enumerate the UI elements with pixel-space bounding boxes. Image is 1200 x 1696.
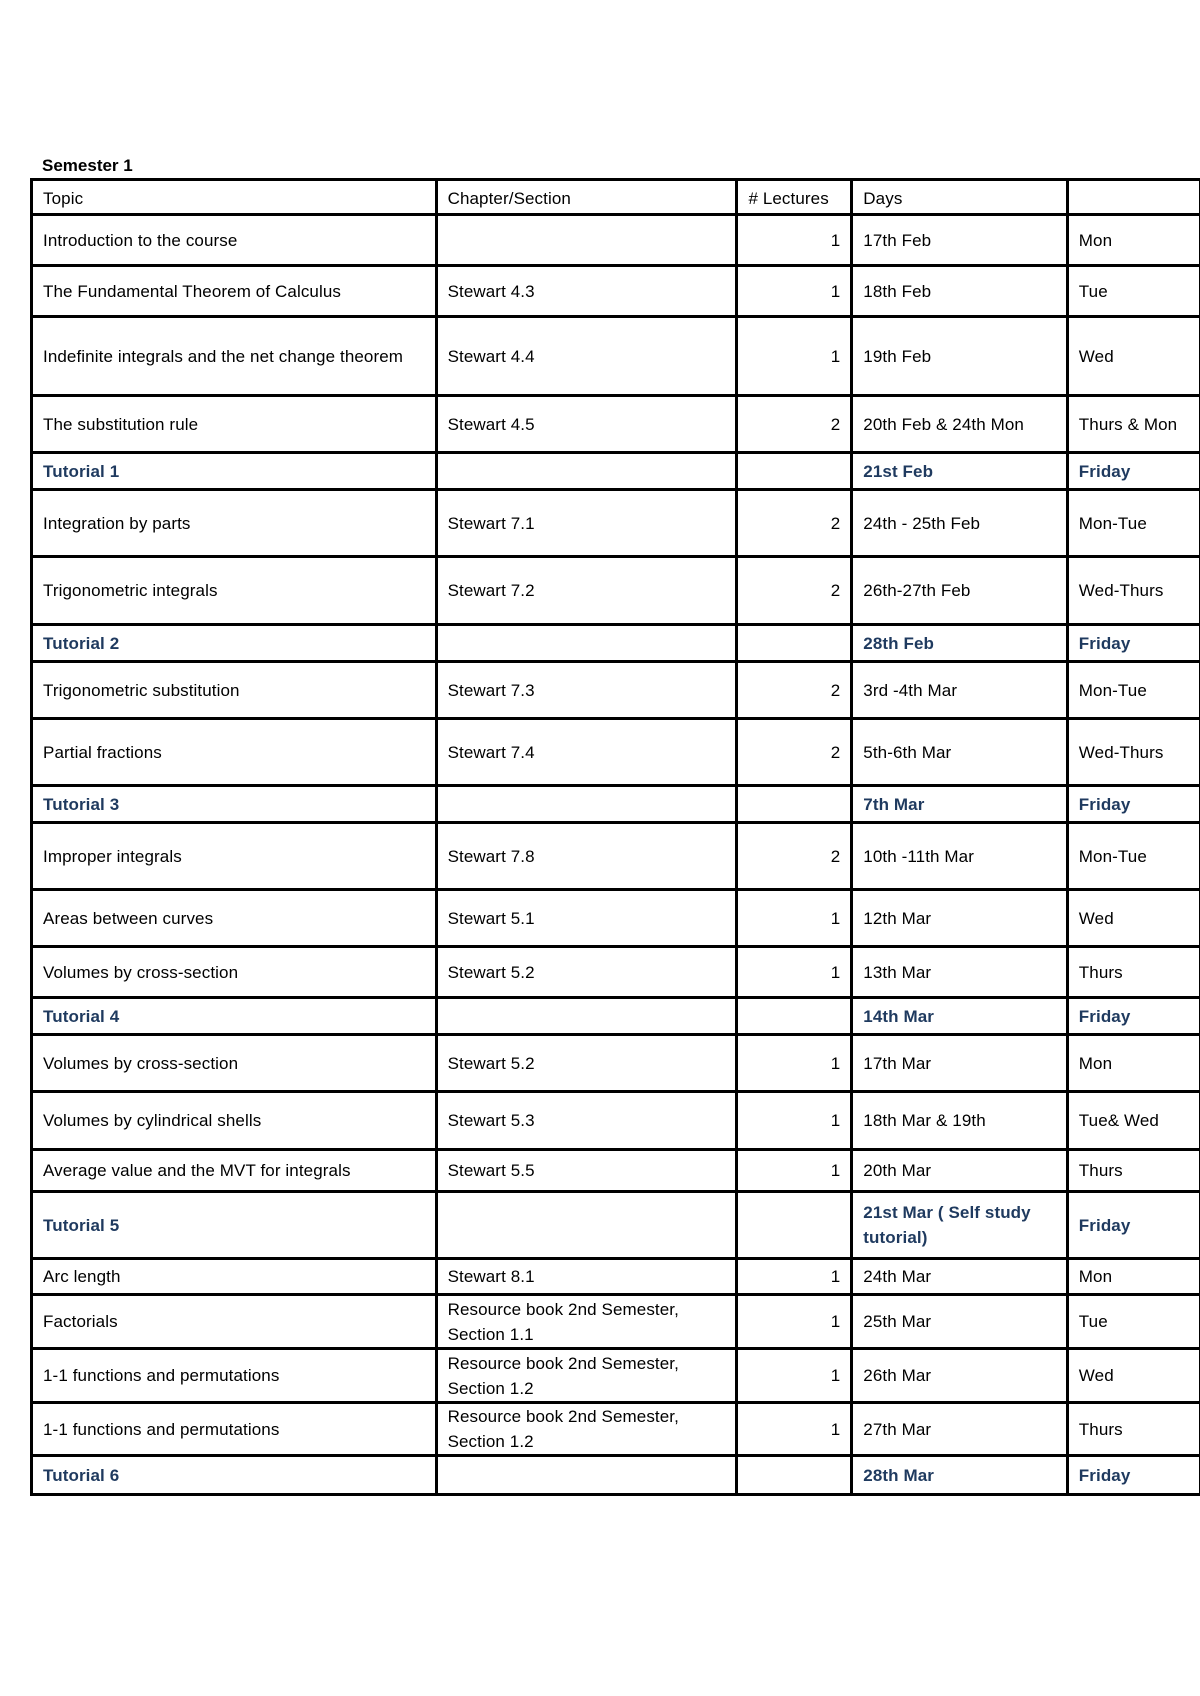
weekday-cell: Mon-Tue: [1067, 823, 1200, 890]
tutorial-row: [32, 625, 1200, 662]
days-cell: 21st Feb: [852, 453, 1068, 490]
weekday-cell: Tue: [1067, 1295, 1200, 1349]
weekday-cell: Wed-Thurs: [1067, 719, 1200, 786]
days-cell: 18th Feb: [852, 266, 1068, 317]
days-cell: 26th-27th Feb: [852, 557, 1068, 625]
lectures-cell: 1: [737, 1349, 852, 1403]
chapter-cell: [436, 786, 737, 823]
days-cell: 13th Mar: [852, 947, 1068, 998]
table-row: [32, 662, 1200, 719]
days-cell: 10th -11th Mar: [852, 823, 1068, 890]
topic-cell: Tutorial 4: [32, 998, 437, 1035]
weekday-cell: Thurs: [1067, 947, 1200, 998]
chapter-cell: [436, 1192, 737, 1259]
tutorial-row: [32, 998, 1200, 1035]
tutorial-row: [32, 786, 1200, 823]
table-row: [32, 890, 1200, 947]
lectures-cell: [737, 625, 852, 662]
table-row: [32, 719, 1200, 786]
table-row: [32, 266, 1200, 317]
chapter-cell: Stewart 5.3: [436, 1092, 737, 1150]
weekday-cell: Friday: [1067, 1456, 1200, 1495]
chapter-cell: Stewart 4.4: [436, 317, 737, 396]
chapter-cell: Stewart 4.3: [436, 266, 737, 317]
header-row: [32, 180, 1200, 215]
topic-cell: Volumes by cylindrical shells: [32, 1092, 437, 1150]
days-cell: 17th Mar: [852, 1035, 1068, 1092]
lectures-cell: [737, 998, 852, 1035]
topic-cell: Volumes by cross-section: [32, 1035, 437, 1092]
lectures-cell: 2: [737, 557, 852, 625]
table-row: [32, 557, 1200, 625]
topic-cell: Volumes by cross-section: [32, 947, 437, 998]
topic-cell: Tutorial 3: [32, 786, 437, 823]
days-cell: 24th - 25th Feb: [852, 490, 1068, 557]
tutorial-row: [32, 1456, 1200, 1495]
weekday-cell: Wed: [1067, 890, 1200, 947]
topic-cell: Trigonometric substitution: [32, 662, 437, 719]
chapter-cell: [436, 1456, 737, 1495]
chapter-cell: [436, 453, 737, 490]
chapter-cell: [436, 998, 737, 1035]
days-cell: 12th Mar: [852, 890, 1068, 947]
schedule-sheet: [30, 156, 1200, 1496]
lectures-cell: [737, 1456, 852, 1495]
days-cell: 18th Mar & 19th: [852, 1092, 1068, 1150]
chapter-cell: Stewart 7.3: [436, 662, 737, 719]
topic-cell: Arc length: [32, 1259, 437, 1295]
weekday-cell: Friday: [1067, 998, 1200, 1035]
header-chapter: Chapter/Section: [436, 180, 737, 215]
lectures-cell: 1: [737, 890, 852, 947]
lectures-cell: 1: [737, 266, 852, 317]
days-cell: 5th-6th Mar: [852, 719, 1068, 786]
topic-cell: Tutorial 5: [32, 1192, 437, 1259]
weekday-cell: Mon: [1067, 1035, 1200, 1092]
topic-cell: The Fundamental Theorem of Calculus: [32, 266, 437, 317]
days-cell: 20th Feb & 24th Mon: [852, 396, 1068, 453]
days-cell: 17th Feb: [852, 215, 1068, 266]
weekday-cell: Tue: [1067, 266, 1200, 317]
lectures-cell: [737, 786, 852, 823]
header-weekday: [1067, 180, 1200, 215]
lectures-cell: 2: [737, 490, 852, 557]
lectures-cell: 1: [737, 317, 852, 396]
weekday-cell: Friday: [1067, 453, 1200, 490]
header-lectures: # Lectures: [737, 180, 852, 215]
topic-cell: Tutorial 1: [32, 453, 437, 490]
chapter-cell: Stewart 7.1: [436, 490, 737, 557]
semester-title: Semester 1: [42, 156, 133, 175]
chapter-cell: Stewart 5.1: [436, 890, 737, 947]
lectures-cell: 1: [737, 1403, 852, 1456]
topic-cell: Trigonometric integrals: [32, 557, 437, 625]
header-days: Days: [852, 180, 1068, 215]
weekday-cell: Mon-Tue: [1067, 662, 1200, 719]
topic-cell: Average value and the MVT for integrals: [32, 1150, 437, 1192]
days-cell: 3rd -4th Mar: [852, 662, 1068, 719]
weekday-cell: Thurs: [1067, 1150, 1200, 1192]
weekday-cell: Thurs: [1067, 1403, 1200, 1456]
days-cell: 7th Mar: [852, 786, 1068, 823]
weekday-cell: Wed-Thurs: [1067, 557, 1200, 625]
days-cell: 19th Feb: [852, 317, 1068, 396]
days-cell: 14th Mar: [852, 998, 1068, 1035]
lectures-cell: [737, 453, 852, 490]
days-cell: 20th Mar: [852, 1150, 1068, 1192]
lectures-cell: 1: [737, 1150, 852, 1192]
topic-cell: Introduction to the course: [32, 215, 437, 266]
topic-cell: 1-1 functions and permutations: [32, 1403, 437, 1456]
lectures-cell: 2: [737, 719, 852, 786]
lectures-cell: [737, 1192, 852, 1259]
table-row: [32, 1092, 1200, 1150]
chapter-cell: [436, 215, 737, 266]
weekday-cell: Thurs & Mon: [1067, 396, 1200, 453]
weekday-cell: Mon: [1067, 215, 1200, 266]
chapter-cell: Stewart 7.8: [436, 823, 737, 890]
days-cell: 21st Mar ( Self study tutorial): [852, 1192, 1068, 1259]
lectures-cell: 1: [737, 1092, 852, 1150]
table-row: [32, 1403, 1200, 1456]
lectures-cell: 2: [737, 823, 852, 890]
chapter-cell: Stewart 8.1: [436, 1259, 737, 1295]
topic-cell: Integration by parts: [32, 490, 437, 557]
tutorial-row: [32, 1192, 1200, 1259]
schedule-table: [30, 178, 1200, 1496]
topic-cell: Factorials: [32, 1295, 437, 1349]
table-row: [32, 490, 1200, 557]
chapter-cell: Resource book 2nd Semester, Section 1.2: [436, 1349, 737, 1403]
topic-cell: 1-1 functions and permutations: [32, 1349, 437, 1403]
days-cell: 26th Mar: [852, 1349, 1068, 1403]
chapter-cell: Stewart 5.2: [436, 1035, 737, 1092]
topic-cell: Indefinite integrals and the net change theorem: [32, 317, 437, 396]
lectures-cell: 1: [737, 1295, 852, 1349]
chapter-cell: Resource book 2nd Semester, Section 1.2: [436, 1403, 737, 1456]
header-topic: Topic: [32, 180, 437, 215]
topic-cell: Partial fractions: [32, 719, 437, 786]
days-cell: 25th Mar: [852, 1295, 1068, 1349]
topic-cell: Tutorial 2: [32, 625, 437, 662]
weekday-cell: Mon: [1067, 1259, 1200, 1295]
topic-cell: Improper integrals: [32, 823, 437, 890]
table-row: [32, 823, 1200, 890]
table-row: [32, 1035, 1200, 1092]
chapter-cell: Stewart 7.4: [436, 719, 737, 786]
days-cell: 27th Mar: [852, 1403, 1068, 1456]
topic-cell: The substitution rule: [32, 396, 437, 453]
lectures-cell: 2: [737, 396, 852, 453]
days-cell: 28th Feb: [852, 625, 1068, 662]
chapter-cell: [436, 625, 737, 662]
weekday-cell: Friday: [1067, 786, 1200, 823]
chapter-cell: Stewart 5.5: [436, 1150, 737, 1192]
topic-cell: Tutorial 6: [32, 1456, 437, 1495]
weekday-cell: Friday: [1067, 1192, 1200, 1259]
table-row: [32, 1295, 1200, 1349]
chapter-cell: Stewart 4.5: [436, 396, 737, 453]
table-row: [32, 1349, 1200, 1403]
chapter-cell: Stewart 5.2: [436, 947, 737, 998]
lectures-cell: 2: [737, 662, 852, 719]
lectures-cell: 1: [737, 215, 852, 266]
chapter-cell: Stewart 7.2: [436, 557, 737, 625]
weekday-cell: Wed: [1067, 1349, 1200, 1403]
days-cell: 24th Mar: [852, 1259, 1068, 1295]
table-row: [32, 215, 1200, 266]
lectures-cell: 1: [737, 947, 852, 998]
weekday-cell: Mon-Tue: [1067, 490, 1200, 557]
days-cell: 28th Mar: [852, 1456, 1068, 1495]
chapter-cell: Resource book 2nd Semester, Section 1.1: [436, 1295, 737, 1349]
topic-cell: Areas between curves: [32, 890, 437, 947]
table-row: [32, 396, 1200, 453]
table-row: [32, 1259, 1200, 1295]
weekday-cell: Friday: [1067, 625, 1200, 662]
lectures-cell: 1: [737, 1259, 852, 1295]
table-row: [32, 1150, 1200, 1192]
lectures-cell: 1: [737, 1035, 852, 1092]
weekday-cell: Wed: [1067, 317, 1200, 396]
tutorial-row: [32, 453, 1200, 490]
table-row: [32, 947, 1200, 998]
table-row: [32, 317, 1200, 396]
weekday-cell: Tue& Wed: [1067, 1092, 1200, 1150]
